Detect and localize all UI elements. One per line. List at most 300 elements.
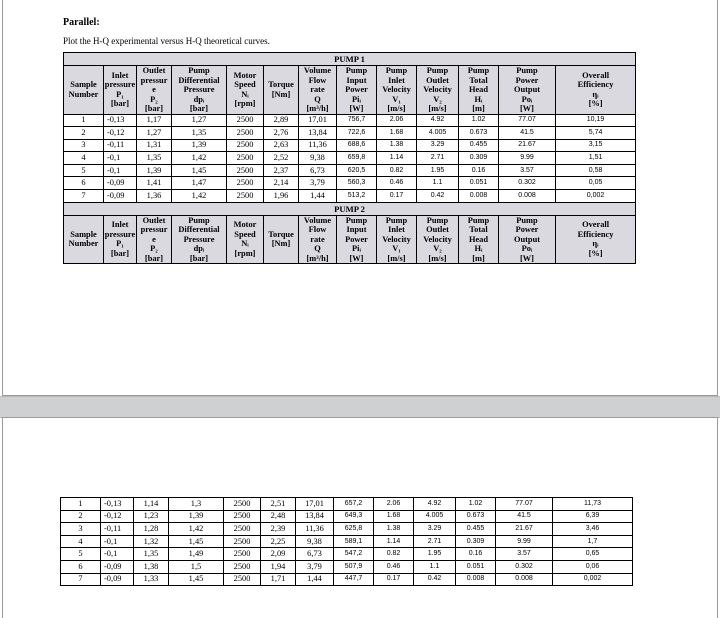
pump2-cell: 0,002 [553, 573, 633, 586]
pump2-cell: 1,42 [169, 523, 224, 536]
pump2-cell: 77.07 [496, 498, 553, 511]
pump2-cell: 657,2 [334, 498, 374, 511]
pump1-cell: 1,39 [172, 139, 227, 152]
pump2-title: PUMP 2 [64, 202, 636, 215]
pump2-cell: 1,45 [169, 535, 224, 548]
pump2-cell: 13,84 [296, 510, 334, 523]
pump1-header-cell [104, 66, 137, 115]
pump1-cell: 1.02 [459, 114, 499, 127]
pump2-cell: 41.5 [496, 510, 553, 523]
pump1-cell: 1,39 [137, 164, 172, 177]
header-line: Overall [582, 70, 610, 80]
pump2-cell: 0,06 [553, 560, 633, 573]
pump1-header-cell [377, 66, 417, 115]
pump2-cell: 1,32 [134, 535, 169, 548]
header-line: Sample [70, 80, 97, 90]
header-line: P₂ [150, 94, 158, 104]
pump1-cell: 1,45 [172, 164, 227, 177]
pump1-table-row [64, 190, 636, 203]
pump1-cell: 1,42 [172, 190, 227, 203]
header-line: P₁ [116, 89, 124, 99]
pump1-cell: -0,11 [104, 139, 137, 152]
pump2-cell: 0.17 [374, 573, 414, 586]
pump2-cell: 21.67 [496, 523, 553, 536]
pump1-header-cell [417, 66, 459, 115]
pump1-cell: -0,09 [104, 177, 137, 190]
pump2-cell: 4.005 [414, 510, 456, 523]
pump1-cell: 0.42 [417, 190, 459, 203]
pump1-cell: 1,36 [137, 190, 172, 203]
pump1-cell: 2,76 [264, 127, 299, 140]
pump1-cell: 0.82 [377, 164, 417, 177]
pump1-cell: 0,002 [556, 190, 636, 203]
header-line: [bar] [110, 99, 130, 109]
pump2-cell: 11,73 [553, 498, 633, 511]
pump2-header-cell [417, 215, 459, 264]
pump1-cell: -0,13 [104, 114, 137, 127]
pump2-cell: 1,45 [169, 573, 224, 586]
pump2-cell: -0,12 [101, 510, 134, 523]
pump2-cell: 507,9 [334, 560, 374, 573]
pump1-cell: 2,63 [264, 139, 299, 152]
pump1-cell: 560,3 [337, 177, 377, 190]
pump2-table-row [61, 510, 633, 523]
header-line: Output [513, 85, 541, 94]
pump1-header-cell [556, 66, 636, 115]
pump1-cell: 1,27 [137, 127, 172, 140]
pump2-cell: -0,11 [101, 523, 134, 536]
header-line: Hᵢ [474, 244, 483, 254]
pump2-cell: 3,46 [553, 523, 633, 536]
pump2-cell: 625,8 [334, 523, 374, 536]
header-line: pressure [104, 229, 136, 239]
pump1-cell: 0,05 [556, 177, 636, 190]
pump1-cell: 1.38 [377, 139, 417, 152]
pump1-cell: 1,17 [137, 114, 172, 127]
pump1-cell: 0.008 [459, 190, 499, 203]
pump2-cell: 1,71 [261, 573, 296, 586]
pump1-cell: 0.309 [459, 152, 499, 165]
pump1-cell: 3,79 [299, 177, 337, 190]
pump2-table-row [61, 573, 633, 586]
pump2-cell: 1.14 [374, 535, 414, 548]
header-line: pressur [140, 75, 168, 85]
pump1-table-row [64, 127, 636, 140]
pump1-header-cell [499, 66, 556, 115]
pump2-header-cell [459, 215, 499, 264]
pump2-cell: 589,1 [334, 535, 374, 548]
header-line: P₂ [150, 244, 158, 254]
header-line: Pump [345, 215, 368, 225]
pump2-cell: 1,7 [553, 535, 633, 548]
pump1-cell: 4 [64, 152, 104, 165]
header-line: Total [469, 75, 488, 85]
header-line: [Nm] [271, 239, 291, 249]
pump1-cell: 6,73 [299, 164, 337, 177]
pump2-cell: 0.16 [456, 548, 496, 561]
header-line: e [152, 234, 156, 244]
pump1-cell: 4.92 [417, 114, 459, 127]
pump1-cell: 3.57 [499, 164, 556, 177]
pump1-cell: 9,38 [299, 152, 337, 165]
pump2-cell: 6,39 [553, 510, 633, 523]
header-line: P₁ [116, 239, 124, 249]
header-line: Pump [426, 215, 449, 225]
pump2-cell: 2500 [224, 560, 261, 573]
pump1-table [63, 52, 636, 264]
header-line: Outlet [426, 75, 449, 85]
header-line: Outlet [142, 215, 166, 225]
pump2-cell: 1.1 [414, 560, 456, 573]
header-line: ηᵢ [592, 89, 599, 99]
pump1-cell: 2,52 [264, 152, 299, 165]
header-line: [m/s] [387, 253, 406, 263]
pump1-cell: 0.302 [499, 177, 556, 190]
pump1-cell: 77.07 [499, 114, 556, 127]
header-line: Q [314, 244, 321, 254]
pump1-cell: 2,14 [264, 177, 299, 190]
pump2-cell: 2500 [224, 523, 261, 536]
header-line: [%] [588, 99, 603, 109]
header-line: Pump [385, 66, 408, 75]
pump2-cell: 0.673 [456, 510, 496, 523]
pump2-header-cell [64, 215, 104, 264]
pump2-cell: 1,5 [169, 560, 224, 573]
pump2-cell: 1,33 [134, 573, 169, 586]
pump1-header-cell [64, 66, 104, 115]
pump2-cell: 1,28 [134, 523, 169, 536]
header-line: Output [513, 234, 541, 244]
pump1-cell: 3.29 [417, 139, 459, 152]
pump2-cell: 0.46 [374, 560, 414, 573]
pump2-cell: 0.82 [374, 548, 414, 561]
header-line: ηᵢ [592, 239, 599, 249]
header-line: Head [468, 234, 489, 244]
pump1-cell: 1,35 [137, 152, 172, 165]
pump2-header-row [64, 215, 636, 264]
pump2-header-cell [264, 215, 299, 264]
header-line: [m/s] [428, 253, 447, 263]
pump2-header-cell [137, 215, 172, 264]
pump1-cell: 2500 [227, 177, 264, 190]
pump1-cell: 0.17 [377, 190, 417, 203]
pump1-cell: 13,84 [299, 127, 337, 140]
pump1-cell: 1,51 [556, 152, 636, 165]
header-line: Number [68, 89, 99, 99]
pump1-cell: 2500 [227, 164, 264, 177]
pump1-cell: 5,74 [556, 127, 636, 140]
pump1-cell: 0.46 [377, 177, 417, 190]
pump1-cell: 0.16 [459, 164, 499, 177]
header-line: [m] [472, 253, 485, 263]
pump2-cell: 11,36 [296, 523, 334, 536]
pump2-table-row [61, 535, 633, 548]
pump2-cell: 0,65 [553, 548, 633, 561]
pump2-cell: 3.57 [496, 548, 553, 561]
header-line: Flow [308, 225, 327, 235]
pump1-cell: 5 [64, 164, 104, 177]
page-gap [0, 396, 720, 418]
header-line: Power [345, 234, 368, 244]
pump2-cell: 1,94 [261, 560, 296, 573]
pump2-table [60, 497, 633, 586]
header-line: Nᵢ [241, 89, 249, 99]
pump1-cell: 1.14 [377, 152, 417, 165]
header-line: Input [346, 75, 367, 85]
pump1-cell: 0.008 [499, 190, 556, 203]
pump2-cell: 2,25 [261, 535, 296, 548]
header-line: dpᵢ [193, 94, 205, 104]
pump1-cell: 1.1 [417, 177, 459, 190]
pump1-cell: 1,31 [137, 139, 172, 152]
header-line: [bar] [110, 248, 130, 258]
pump2-table-body [61, 498, 633, 586]
pump1-cell: 9.99 [499, 152, 556, 165]
pump2-cell: 1.02 [456, 498, 496, 511]
header-line: [bar] [144, 104, 164, 113]
header-line: [bar] [189, 253, 209, 263]
header-line: Input [346, 225, 367, 235]
header-line: [m] [472, 104, 485, 113]
pump2-cell: 649,3 [334, 510, 374, 523]
pump2-cell: 0.008 [496, 573, 553, 586]
pump2-cell: 2,39 [261, 523, 296, 536]
instruction-text: Plot the H-Q experimental versus H-Q theoretical curves. [63, 36, 270, 46]
pump1-cell: 0.673 [459, 127, 499, 140]
header-line: V₂ [433, 94, 442, 104]
pump2-cell: 1.68 [374, 510, 414, 523]
pump1-cell: 659,8 [337, 152, 377, 165]
header-line: Pump [516, 215, 538, 225]
pump2-cell: 6,73 [296, 548, 334, 561]
pump1-header-row [64, 66, 636, 115]
pump2-cell: 2500 [224, 498, 261, 511]
pump1-cell: 722,6 [337, 127, 377, 140]
pump2-cell: 1,49 [169, 548, 224, 561]
header-line: [W] [349, 104, 364, 113]
pump2-cell: 1.38 [374, 523, 414, 536]
header-line: [bar] [189, 104, 209, 113]
pump2-header-cell [227, 215, 264, 264]
pump1-cell: 11,36 [299, 139, 337, 152]
header-line: Pump [188, 66, 210, 75]
pump2-cell: 1,44 [296, 573, 334, 586]
pump2-cell: 2.71 [414, 535, 456, 548]
header-line: Motor [233, 220, 257, 230]
pump2-cell: 5 [61, 548, 101, 561]
header-line: [bar] [144, 253, 164, 263]
header-line: Nᵢ [241, 239, 249, 249]
pump1-header-cell [137, 66, 172, 115]
pump2-cell: 0.302 [496, 560, 553, 573]
pump1-cell: 2.06 [377, 114, 417, 127]
pump1-cell: 756,7 [337, 114, 377, 127]
document-page-1 [2, 0, 718, 396]
header-line: [m/s] [387, 104, 406, 113]
pump1-cell: 2 [64, 127, 104, 140]
pump2-cell: 2500 [224, 510, 261, 523]
pump2-table-row [61, 498, 633, 511]
pump1-cell: 2500 [227, 152, 264, 165]
pump1-cell: 2,89 [264, 114, 299, 127]
pump1-cell: 1.68 [377, 127, 417, 140]
header-line: [m³/h] [306, 253, 329, 263]
header-line: Inlet [111, 70, 129, 80]
pump1-table-body [64, 53, 636, 264]
pump2-cell: -0,1 [101, 548, 134, 561]
pump1-table-row [64, 139, 636, 152]
header-line: Pressure [183, 85, 215, 94]
pump1-cell: 7 [64, 190, 104, 203]
header-line: Q [314, 94, 321, 104]
pump2-header-cell [172, 215, 227, 264]
pump1-header-cell [337, 66, 377, 115]
pump2-cell: 2500 [224, 548, 261, 561]
pump2-cell: 547,2 [334, 548, 374, 561]
pump1-cell: 2.71 [417, 152, 459, 165]
pump2-cell: 1,3 [169, 498, 224, 511]
pump1-table-row [64, 114, 636, 127]
pump2-header-cell [556, 215, 636, 264]
pump2-cell: 1,38 [134, 560, 169, 573]
pump1-header-cell [264, 66, 299, 115]
pump2-cell: -0,13 [101, 498, 134, 511]
header-line: Pump [385, 215, 408, 225]
header-line: Velocity [423, 85, 452, 94]
pump1-cell: 1.95 [417, 164, 459, 177]
pump1-cell: -0,12 [104, 127, 137, 140]
pump2-cell: 2 [61, 510, 101, 523]
pump2-header-cell [377, 215, 417, 264]
pump1-table-row [64, 177, 636, 190]
pump2-cell: 0.008 [456, 573, 496, 586]
header-line: [rpm] [234, 99, 256, 109]
pump1-cell: 1,27 [172, 114, 227, 127]
header-line: Pump [467, 66, 490, 75]
header-line: Pump [188, 215, 210, 225]
pump1-cell: -0,1 [104, 152, 137, 165]
pump1-cell: 0.455 [459, 139, 499, 152]
pump2-header-cell [299, 215, 337, 264]
pump2-cell: 1.95 [414, 548, 456, 561]
header-line: [W] [520, 104, 534, 113]
pump1-cell: 2500 [227, 114, 264, 127]
section-heading: Parallel: [63, 17, 100, 28]
header-line: Pump [467, 215, 490, 225]
pump1-cell: 1,35 [172, 127, 227, 140]
pump2-cell: 4 [61, 535, 101, 548]
pump1-cell: 1,41 [137, 177, 172, 190]
header-line: Differential [178, 225, 220, 235]
pump2-table-row [61, 548, 633, 561]
header-line: Outlet [426, 225, 449, 235]
header-line: Flow [308, 75, 327, 85]
pump1-cell: 17,01 [299, 114, 337, 127]
header-line: Torque [268, 80, 294, 90]
pump1-header-cell [227, 66, 264, 115]
pump2-header-cell [104, 215, 137, 264]
pump2-cell: -0,09 [101, 560, 134, 573]
header-line: Poᵢ [521, 94, 533, 104]
header-line: Efficiency [577, 80, 614, 90]
header-line: Volume [303, 215, 332, 225]
pump1-table-row [64, 152, 636, 165]
pump2-cell: 9.99 [496, 535, 553, 548]
pump1-cell: 6 [64, 177, 104, 190]
pump2-cell: 1 [61, 498, 101, 511]
header-line: pressur [140, 225, 168, 235]
pump2-cell: 6 [61, 560, 101, 573]
pump1-cell: 688,6 [337, 139, 377, 152]
pump1-cell: 2500 [227, 127, 264, 140]
header-line: Speed [234, 229, 256, 239]
header-line: Power [515, 225, 539, 235]
header-line: [rpm] [234, 248, 256, 258]
header-line: Inlet [111, 220, 129, 230]
pump1-cell: 1 [64, 114, 104, 127]
header-line: Pressure [183, 234, 215, 244]
pump2-cell: 2,48 [261, 510, 296, 523]
header-line: Motor [233, 70, 257, 80]
pump2-cell: 3,79 [296, 560, 334, 573]
header-line: V₂ [433, 244, 442, 254]
pump2-cell: -0,1 [101, 535, 134, 548]
header-line: [W] [520, 253, 534, 263]
pump2-cell: 1,23 [134, 510, 169, 523]
header-line: Hᵢ [474, 94, 483, 104]
header-line: V₁ [392, 94, 401, 104]
pump2-cell: 4.92 [414, 498, 456, 511]
header-line: Pump [426, 66, 449, 75]
pump1-cell: 1,42 [172, 152, 227, 165]
header-line: Power [345, 85, 368, 94]
pump2-cell: 2,51 [261, 498, 296, 511]
header-line: Velocity [382, 234, 411, 244]
pump1-cell: 2,37 [264, 164, 299, 177]
pump1-title: PUMP 1 [64, 53, 636, 66]
header-line: Speed [234, 80, 256, 90]
header-line: Number [68, 239, 99, 249]
pump1-cell: 4.005 [417, 127, 459, 140]
pump1-header-cell [299, 66, 337, 115]
header-line: Power [515, 75, 539, 85]
pump2-cell: 1,35 [134, 548, 169, 561]
pump2-cell: 17,01 [296, 498, 334, 511]
pump2-cell: 2.06 [374, 498, 414, 511]
header-line: Pump [345, 66, 368, 75]
pump1-cell: 0.051 [459, 177, 499, 190]
header-line: [Nm] [271, 89, 291, 99]
pump2-cell: 0.42 [414, 573, 456, 586]
pump2-header-cell [337, 215, 377, 264]
header-line: [m/s] [428, 104, 447, 113]
pump2-table-row [61, 560, 633, 573]
pump2-cell: 3.29 [414, 523, 456, 536]
pump2-cell: 2500 [224, 535, 261, 548]
pump2-table-row [61, 523, 633, 536]
header-line: Piᵢ [352, 244, 361, 254]
pump1-cell: -0,1 [104, 164, 137, 177]
header-line: e [152, 85, 156, 94]
pump1-cell: 41.5 [499, 127, 556, 140]
header-line: Outlet [142, 66, 166, 75]
pump2-cell: 2500 [224, 573, 261, 586]
pump2-cell: 447,7 [334, 573, 374, 586]
pump2-cell: 3 [61, 523, 101, 536]
pump1-cell: 3 [64, 139, 104, 152]
pump2-cell: 0.309 [456, 535, 496, 548]
pump1-table-row [64, 164, 636, 177]
